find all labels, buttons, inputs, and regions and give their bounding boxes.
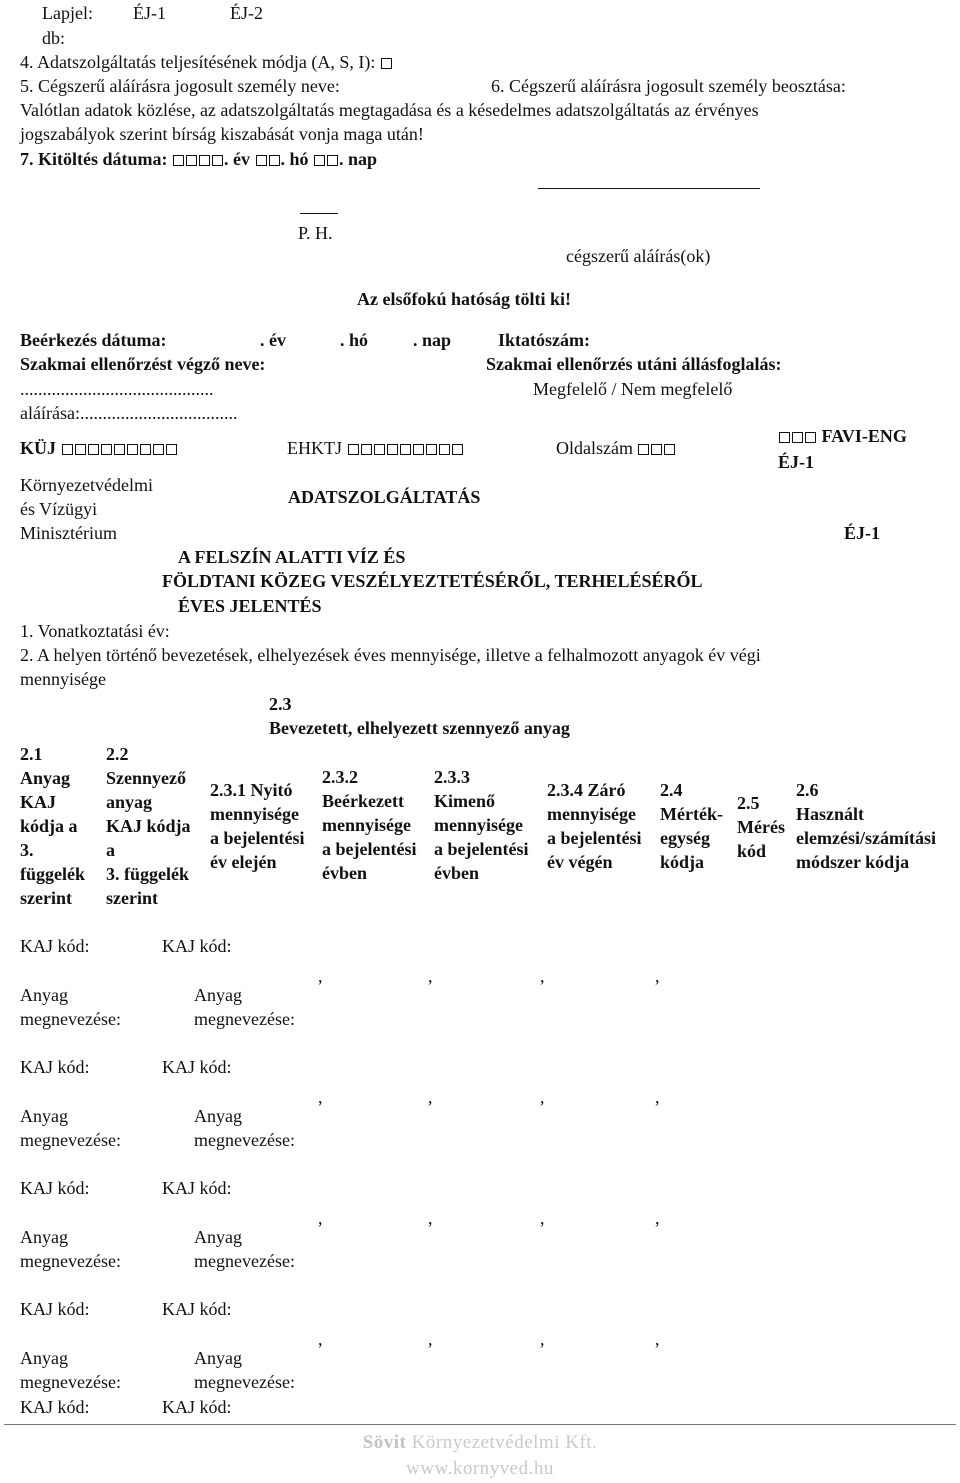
received-date-label: Beérkezés dátuma: [20, 330, 167, 350]
kuj-label: KÜJ [20, 438, 56, 458]
anyag-label: Anyag [20, 985, 68, 1005]
code-box[interactable] [127, 444, 138, 455]
lapjel-ej2: ÉJ-2 [230, 3, 263, 23]
group-header-label: Bevezetett, elhelyezett szennyező anyag [269, 718, 570, 738]
comma: , [655, 966, 660, 986]
code-box[interactable] [792, 432, 803, 443]
comma: , [540, 1329, 545, 1349]
comma: , [540, 1087, 545, 1107]
favi-code [778, 425, 907, 447]
inspector-name-label: Szakmai ellenőrzést végző neve: [20, 354, 266, 374]
stamp-label: P. H. [298, 223, 333, 243]
received-ev: . év [260, 330, 286, 350]
code-box[interactable] [361, 444, 372, 455]
comma: , [428, 1208, 433, 1228]
megnevezes-label: megnevezése: [20, 1130, 121, 1150]
comma: , [655, 1329, 660, 1349]
received-nap: . nap [413, 330, 452, 350]
comma: , [428, 966, 433, 986]
col-header-2-6: 2.6 Használt elemzési/számítási módszer kódja [796, 780, 936, 872]
col-header-2-3-4: 2.3.4 Záró mennyisége a bejelentési év végén [547, 780, 642, 872]
col-header-2-2: 2.2 Szennyező anyag KAJ kódja a 3. függelék szerint [106, 744, 191, 908]
line-6: 6. Cégszerű aláírásra jogosult személy beosztása: [491, 76, 846, 96]
megnevezes-label: megnevezése: [194, 1009, 295, 1029]
line-4 [20, 51, 393, 73]
anyag-label: Anyag [20, 1348, 68, 1368]
kaj-code-label: KAJ kód: [162, 1397, 232, 1417]
report-title-3: ÉVES JELENTÉS [178, 596, 322, 616]
comma: , [318, 966, 323, 986]
comma: , [428, 1087, 433, 1107]
kaj-code-label: KAJ kód: [162, 1178, 232, 1198]
footer-company [0, 1432, 960, 1454]
db-label: db: [42, 28, 66, 48]
section-2-line-1: 2. A helyen történő bevezetések, elhelyezések éves mennyisége, illetve a felhalmozott anyagok év végi [20, 645, 761, 665]
comma: , [540, 966, 545, 986]
code-box[interactable] [439, 444, 450, 455]
megnevezes-label: megnevezése: [20, 1009, 121, 1029]
date-box[interactable] [327, 155, 338, 166]
checkbox-square[interactable] [381, 58, 392, 69]
comma: , [428, 1329, 433, 1349]
favi-ej1: ÉJ-1 [778, 452, 814, 472]
code-box[interactable] [75, 444, 86, 455]
favi-label: FAVI-ENG [821, 426, 907, 446]
date-box[interactable] [173, 155, 184, 166]
comma: , [655, 1087, 660, 1107]
anyag-label: Anyag [20, 1106, 68, 1126]
date-box[interactable] [199, 155, 210, 166]
section-2-line-2: mennyisége [20, 669, 106, 689]
date-box[interactable] [314, 155, 325, 166]
col-header-2-1: 2.1 Anyag KAJ kódja a 3. függelék szerint [20, 744, 85, 908]
col-header-2-5: 2.5 Mérés kód [737, 793, 785, 861]
kaj-code-label: KAJ kód: [20, 936, 90, 956]
code-box[interactable] [88, 444, 99, 455]
line-5: 5. Cégszerű aláírásra jogosult személy neve: [20, 76, 340, 96]
iktatoszam-label: Iktatószám: [498, 330, 590, 350]
code-box[interactable] [166, 444, 177, 455]
fill-date-label: 7. Kitöltés dátuma: [20, 149, 168, 169]
signature-line [538, 188, 760, 189]
kaj-code-label: KAJ kód: [162, 1057, 232, 1077]
code-box[interactable] [779, 432, 790, 443]
stamp-line [300, 213, 338, 214]
code-box[interactable] [452, 444, 463, 455]
code-box[interactable] [638, 444, 649, 455]
ministry-line-2: és Vízügyi [20, 499, 98, 519]
received-ho: . hó [340, 330, 369, 350]
code-box[interactable] [413, 444, 424, 455]
megnevezes-label: megnevezése: [194, 1372, 295, 1392]
fill-date-ev: . év [224, 149, 250, 169]
code-box[interactable] [426, 444, 437, 455]
authority-title: Az elsőfokú hatóság tölti ki! [357, 289, 572, 309]
megnevezes-label: megnevezése: [20, 1251, 121, 1271]
form-type: ADATSZOLGÁLTATÁS [288, 487, 481, 507]
kuj-code [20, 437, 178, 459]
megnevezes-label: megnevezése: [20, 1372, 121, 1392]
form-code: ÉJ-1 [844, 523, 880, 543]
code-box[interactable] [101, 444, 112, 455]
megnevezes-label: megnevezése: [194, 1251, 295, 1271]
date-box[interactable] [269, 155, 280, 166]
date-box[interactable] [256, 155, 267, 166]
section-1: 1. Vonatkoztatási év: [20, 621, 170, 641]
kaj-code-label: KAJ kód: [20, 1299, 90, 1319]
kaj-code-label: KAJ kód: [162, 1299, 232, 1319]
lapjel-label: Lapjel: [42, 3, 93, 23]
code-box[interactable] [387, 444, 398, 455]
code-box[interactable] [348, 444, 359, 455]
warning-line-2: jogszabályok szerint bírság kiszabását vonja maga után! [20, 124, 424, 144]
fill-date-ho: . hó [280, 149, 309, 169]
anyag-label: Anyag [194, 1227, 242, 1247]
date-box[interactable] [212, 155, 223, 166]
code-box[interactable] [374, 444, 385, 455]
kaj-code-label: KAJ kód: [20, 1178, 90, 1198]
oldalszam-code [556, 437, 676, 459]
ehktj-code [287, 437, 464, 459]
report-title-1: A FELSZÍN ALATTI VÍZ ÉS [178, 547, 406, 567]
anyag-label: Anyag [20, 1227, 68, 1247]
code-box[interactable] [805, 432, 816, 443]
comma: , [655, 1208, 660, 1228]
comma: , [540, 1208, 545, 1228]
col-header-2-4: 2.4 Mérték- egység kódja [660, 780, 723, 872]
opinion-choice: Megfelelő / Nem megfelelő [533, 379, 733, 399]
kaj-code-label: KAJ kód: [20, 1057, 90, 1077]
signature-label: cégszerű aláírás(ok) [566, 246, 711, 266]
inspector-name-dots: ........................................... [20, 379, 214, 399]
comma: , [318, 1087, 323, 1107]
code-box[interactable] [400, 444, 411, 455]
ministry-line-1: Környezetvédelmi [20, 475, 153, 495]
code-box[interactable] [651, 444, 662, 455]
group-header-num: 2.3 [269, 694, 292, 714]
footer-url[interactable]: www.kornyved.hu [406, 1458, 554, 1479]
footer-company-name: Környezetvédelmi Kft. [411, 1432, 598, 1453]
fill-date-nap: . nap [339, 149, 378, 169]
fill-date [20, 148, 377, 170]
opinion-label: Szakmai ellenőrzés utáni állásfoglalás: [486, 354, 782, 374]
anyag-label: Anyag [194, 1348, 242, 1368]
code-box[interactable] [62, 444, 73, 455]
col-header-2-3-3: 2.3.3 Kimenő mennyisége a bejelentési évben [434, 767, 529, 883]
oldalszam-label: Oldalszám [556, 438, 633, 458]
anyag-label: Anyag [194, 985, 242, 1005]
warning-line-1: Valótlan adatok közlése, az adatszolgáltatás megtagadása és a késedelmes adatszolgáltatás az érvényes [20, 100, 759, 120]
col-header-2-3-2: 2.3.2 Beérkezett mennyisége a bejelentési évben [322, 767, 417, 883]
ministry-line-3: Minisztérium [20, 523, 117, 543]
bottom-rule [4, 1424, 956, 1425]
comma: , [318, 1329, 323, 1349]
megnevezes-label: megnevezése: [194, 1130, 295, 1150]
ehktj-label: EHKTJ [287, 438, 342, 458]
col-header-2-3-1: 2.3.1 Nyitó mennyisége a bejelentési év elején [210, 780, 305, 872]
footer-brand: Sövit [362, 1432, 407, 1453]
code-box[interactable] [140, 444, 151, 455]
comma: , [318, 1208, 323, 1228]
code-box[interactable] [114, 444, 125, 455]
code-box[interactable] [153, 444, 164, 455]
kaj-code-label: KAJ kód: [20, 1397, 90, 1417]
date-box[interactable] [186, 155, 197, 166]
anyag-label: Anyag [194, 1106, 242, 1126]
lapjel-ej1: ÉJ-1 [133, 3, 166, 23]
kaj-code-label: KAJ kód: [162, 936, 232, 956]
line-4-text: 4. Adatszolgáltatás teljesítésének módja (A, S, I): [20, 52, 376, 72]
code-box[interactable] [664, 444, 675, 455]
inspector-signature: aláírása:................................... [20, 403, 238, 423]
report-title-2: FÖLDTANI KÖZEG VESZÉLYEZTETÉSÉRŐL, TERHELÉSÉRŐL [162, 571, 703, 591]
